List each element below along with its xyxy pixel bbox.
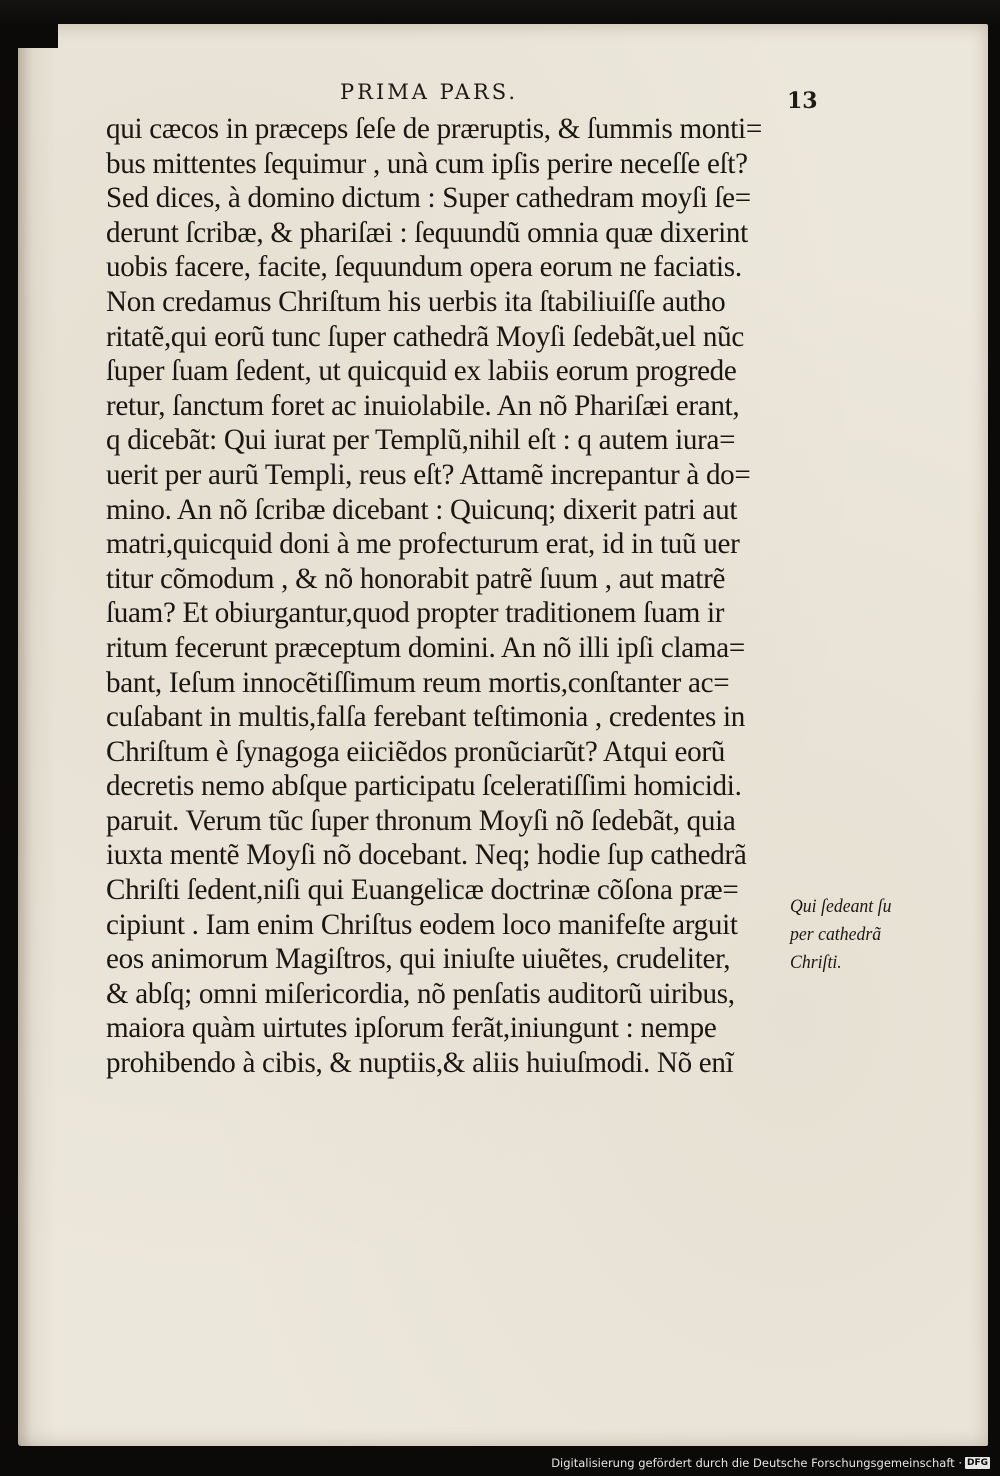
text-line: maiora quàm uirtutes ipſorum ferãt,iniungunt : nempe <box>106 1012 717 1045</box>
text-line: & abſq; omni miſericordia, nõ penſatis auditorũ uiribus, <box>106 977 735 1010</box>
text-line: titur cõmodum , & nõ honorabit patrẽ ſuum , aut matrẽ <box>106 562 726 595</box>
text-line: mino. An nõ ſcribæ dicebant : Quicunq; dixerit patri aut <box>106 493 738 526</box>
text-line: paruit. Verum tũc ſuper thronum Moyſi nõ ſedebãt, quia <box>106 804 736 837</box>
body-text <box>106 112 806 1081</box>
text-line: Non credamus Chriſtum his uerbis ita ſtabiliuiſſe autho <box>106 285 726 318</box>
text-line: bus mittentes ſequimur , unà cum ipſis perire neceſſe eſt? <box>106 147 748 180</box>
text-line: retur, ſanctum foret ac inuiolabile. An nõ Phariſæi erant, <box>106 389 740 422</box>
text-line: uobis facere, facite, ſequundum opera eorum ne faciatis. <box>106 251 742 284</box>
text-line: bant, Ieſum innocẽtiſſimum reum mortis,conſtanter ac= <box>106 666 730 699</box>
marginal-note <box>790 893 940 977</box>
text-line: ſuam? Et obiurgantur,quod propter traditionem ſuam ir <box>106 597 725 630</box>
text-line: ritum fecerunt præceptum domini. An nõ illi ipſi clama= <box>106 631 745 664</box>
text-line: matri,quicquid doni à me profecturum erat, id in tuũ uer <box>106 528 740 561</box>
text-line: iuxta mentẽ Moyſi nõ docebant. Neq; hodie ſup cathedrã <box>106 839 747 872</box>
text-line: ſuper ſuam ſedent, ut quicquid ex labiis eorum progrede <box>106 355 737 388</box>
footer-credit <box>551 1456 990 1470</box>
text-line: cuſabant in multis,falſa ferebant teſtimonia , credentes in <box>106 701 746 734</box>
text-line: Chriſti ſedent,niſi qui Euangelicæ doctrinæ cõſona præ= <box>106 874 739 907</box>
footer-credit-text: Digitalisierung gefördert durch die Deutsche Forschungsgemeinschaft · <box>551 1456 962 1470</box>
text-line: Chriſtum è ſynagoga eiiciẽdos pronũciarũt? Atqui eorũ <box>106 735 726 768</box>
text-line: qui cæcos in præceps ſeſe de præruptis, & ſummis monti= <box>106 113 762 145</box>
marginal-note-line: per cathedrã <box>790 924 882 945</box>
marginal-note-line: Qui ſedeant ſu <box>790 896 892 917</box>
page-corner-shadow <box>18 24 58 48</box>
marginal-note-line: Chriſti. <box>790 952 842 973</box>
text-line: derunt ſcribæ, & phariſæi : ſequundũ omnia quæ dixerint <box>106 216 748 249</box>
folio-number: 13 <box>787 88 818 114</box>
running-head: PRIMA PARS. <box>340 80 519 104</box>
text-line: prohibendo à cibis, & nuptiis,& aliis huiuſmodi. Nõ enĩ <box>106 1047 734 1080</box>
dfg-logo: DFG <box>966 1458 988 1468</box>
text-line: q dicebãt: Qui iurat per Templũ,nihil eſt : q autem iura= <box>106 424 736 457</box>
text-line: Sed dices, à domino dictum : Super cathedram moyſi ſe= <box>106 182 751 215</box>
text-line: uerit per aurũ Templi, reus eſt? Attamẽ increpantur à do= <box>106 458 751 491</box>
text-line: eos animorum Magiſtros, qui iniuſte uiuẽtes, crudeliter, <box>106 943 731 976</box>
text-line: ritatẽ,qui eorũ tunc ſuper cathedrã Moyſi ſedebãt,uel nũc <box>106 320 744 353</box>
text-line: cipiunt . Iam enim Chriſtus eodem loco manifeſte arguit <box>106 908 738 941</box>
text-line: decretis nemo abſque participatu ſceleratiſſimi homicidi. <box>106 770 742 803</box>
